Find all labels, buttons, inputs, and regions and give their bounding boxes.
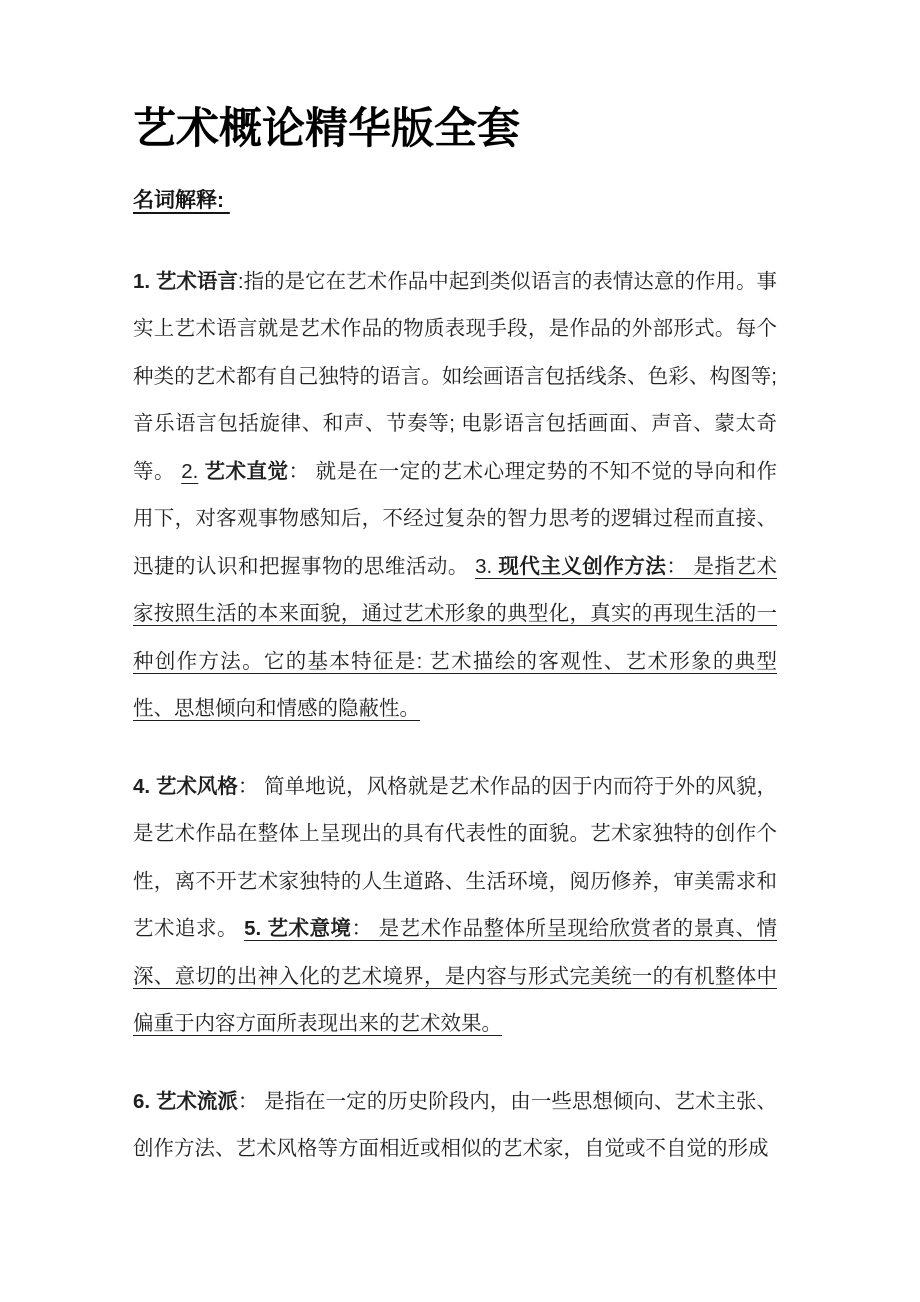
text-run: 艺术语言: [155, 269, 238, 293]
text-run: ： 就是在一定的艺术心理定势的不知不觉的导向和作用下，对客观事物感知后，不经过复杂的智力思考的逻辑过程而直接、迅捷的认识和把握事物的思维活动。: [133, 459, 778, 578]
text-run: 5.: [244, 917, 268, 941]
text-run: 艺术风格: [155, 774, 238, 798]
text-run: 艺术直觉: [204, 459, 289, 483]
document-body: [133, 258, 777, 1173]
paragraph: [133, 1078, 777, 1173]
text-run: 1.: [133, 269, 156, 293]
document-title: 艺术概论精华版全套: [133, 106, 520, 153]
text-run: ： 是指艺术家按照生活的本来面貌，通过艺术形象的典型化，真实的再现生活的一种创作方法。它的基本特征是: 艺术描绘的客观性、艺术形象的典型性、思想倾向和情感的隐蔽性。: [133, 554, 778, 721]
text-run: ： 简单地说，风格就是艺术作品的因于内而符于外的风貌，是艺术作品在整体上呈现出的具有代表性的面貌。艺术家独特的创作个性，离不开艺术家独特的人生道路、生活环境，阅历修养，审美需求和艺术追求。: [133, 774, 778, 941]
text-run: 现代主义创作方法: [498, 554, 667, 578]
text-run: 2.: [181, 459, 199, 483]
text-run: 3.: [475, 554, 499, 578]
section-heading: 名词解释:: [133, 188, 230, 212]
text-run: :指的是它在艺术作品中起到类似语言的表情达意的作用。事实上艺术语言就是艺术作品的物质表现手段，是作品的外部形式。每个种类的艺术都有自己独特的语言。如绘画语言包括线条、色彩、构图等; 音乐语言包括旋律、和声、节奏等; 电影语言包括画面、声音、蒙太奇等。: [133, 269, 778, 483]
text-run: 艺术流派: [155, 1089, 238, 1113]
text-run: 6.: [133, 1089, 156, 1113]
paragraph: [133, 763, 777, 1048]
text-run: 艺术意境: [267, 917, 352, 941]
paragraph: [133, 258, 777, 733]
text-run: ： 是指在一定的历史阶段内，由一些思想倾向、艺术主张、创作方法、艺术风格等方面相近或相似的艺术家，自觉或不自觉的形成: [133, 1089, 778, 1161]
text-run: 4.: [133, 774, 156, 798]
text-run: ： 是艺术作品整体所呈现给欣赏者的景真、情深、意切的出神入化的艺术境界，是内容与形式完美统一的有机整体中偏重于内容方面所表现出来的艺术效果。: [133, 917, 778, 1036]
